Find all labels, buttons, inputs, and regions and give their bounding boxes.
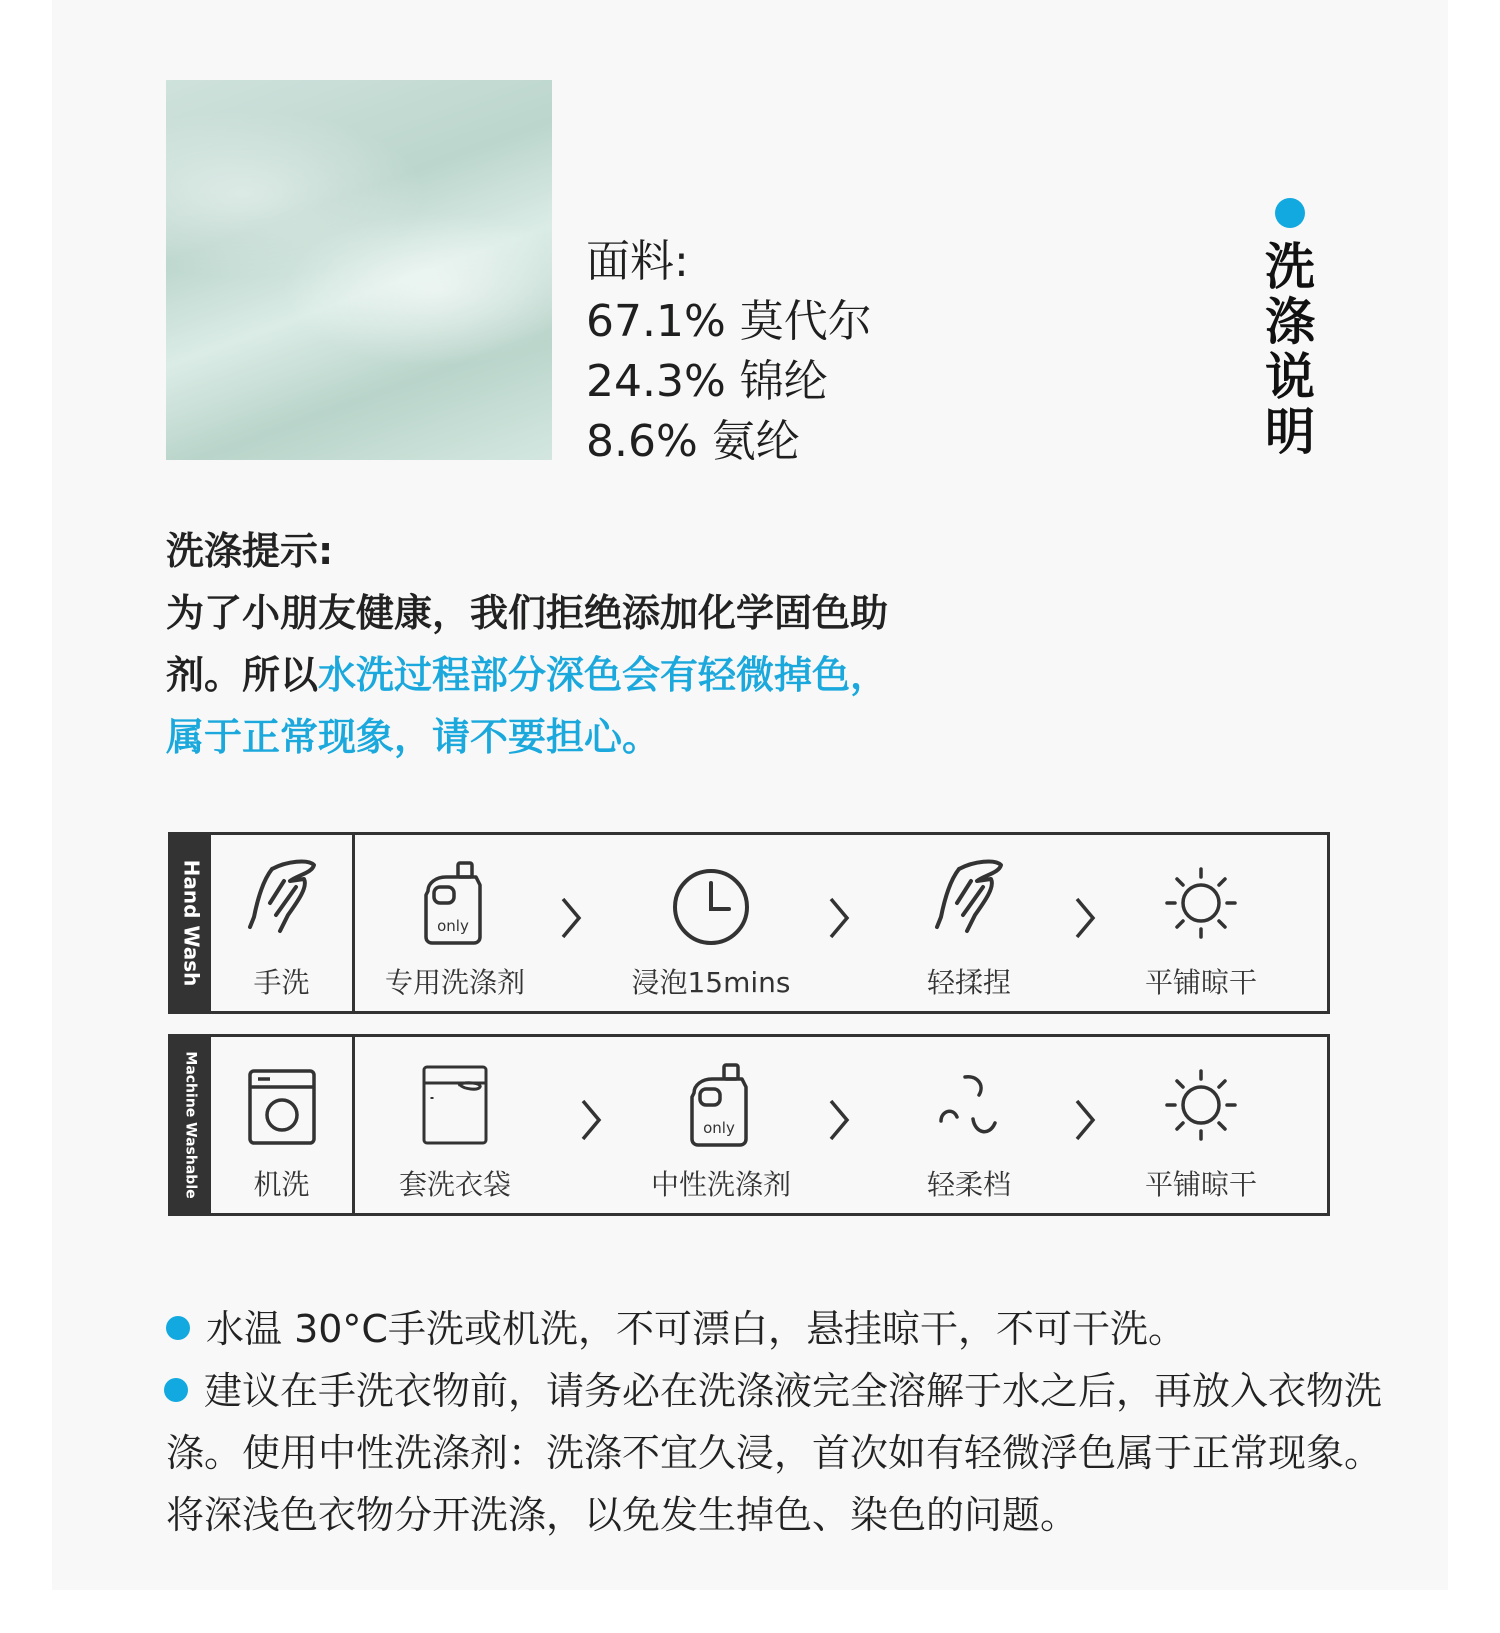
step-gentle-cycle [869, 1037, 1069, 1213]
care-notes [166, 1298, 1416, 1546]
title-char: 说 [1265, 348, 1315, 406]
chevron-right-icon [1069, 893, 1099, 943]
svg-text:only: only [437, 917, 469, 935]
step-detergent [355, 835, 555, 1011]
side-label-text: Hand Wash [179, 859, 203, 987]
chevron-right-icon [823, 1095, 853, 1145]
chevron-right-icon [555, 893, 585, 943]
bullet-dot [164, 1378, 188, 1402]
step-dry-flat [1101, 835, 1301, 1011]
chevron-right-icon [575, 1095, 605, 1145]
care-note [166, 1360, 1416, 1546]
bullet-dot [166, 1316, 190, 1340]
step-label: 浸泡15mins [631, 966, 791, 999]
laundry-bag-icon [420, 1063, 490, 1147]
machine-wash-main-label: 机洗 [253, 1168, 310, 1201]
step-dry-flat [1101, 1037, 1301, 1213]
material-info [586, 232, 872, 472]
chevron-right-icon [1069, 1095, 1099, 1145]
step-label: 轻揉捏 [926, 966, 1011, 999]
material-line: 24.3% 锦纶 [586, 356, 828, 407]
machine-wash-main [211, 1037, 352, 1213]
machine-wash-row [168, 1034, 1330, 1216]
step-soak [601, 835, 821, 1011]
hand-wash-main-cell [211, 835, 355, 1011]
title-char: 洗 [1265, 238, 1315, 296]
step-neutral-detergent [621, 1037, 821, 1213]
material-line: 67.1% 莫代尔 [586, 296, 872, 347]
tips-highlight: 水洗过程部分深色会有轻微掉色， [318, 653, 889, 697]
gentle-cycle-icon [931, 1071, 1007, 1147]
svg-text:only: only [703, 1119, 735, 1137]
hand-icon [929, 857, 1009, 947]
tips-line: 为了小朋友健康，我们拒绝添加化学固色助 [166, 591, 889, 635]
sun-icon [1163, 865, 1239, 941]
hand-wash-main-label: 手洗 [253, 966, 310, 999]
accent-dot [1275, 198, 1305, 228]
step-label: 专用洗涤剂 [384, 966, 525, 999]
hand-wash-side-label [171, 835, 211, 1011]
tips-text: 剂。所以 [166, 653, 319, 697]
title-char: 涤 [1265, 293, 1315, 351]
side-label-text: Machine Washable [183, 1051, 200, 1199]
sun-icon [1163, 1067, 1239, 1143]
care-note-text: 建议在手洗衣物前，请务必在洗涤液完全溶解于水之后，再放入衣物洗涤。使用中性洗涤剂：洗涤不宜久浸，首次如有轻微浮色属于正常现象。将深浅色衣物分开洗涤，以免发生掉色、染色的问题。 [166, 1369, 1383, 1537]
section-title-vertical [1262, 240, 1318, 460]
step-label: 中性洗涤剂 [650, 1168, 791, 1201]
machine-wash-side-label [171, 1037, 211, 1213]
title-char: 明 [1265, 403, 1315, 461]
tips-highlight: 属于正常现象，请不要担心。 [166, 715, 661, 759]
detergent-bottle-icon [420, 861, 490, 945]
washing-machine-icon [246, 1067, 318, 1147]
material-heading: 面料: [586, 236, 689, 287]
machine-wash-main-cell [211, 1037, 355, 1213]
step-label: 轻柔档 [926, 1168, 1011, 1201]
wash-tips [166, 520, 1026, 768]
care-note [166, 1298, 1416, 1360]
step-label: 平铺晾干 [1144, 1168, 1257, 1201]
step-label: 套洗衣袋 [398, 1168, 511, 1201]
tips-heading: 洗涤提示: [166, 529, 334, 573]
clock-icon [671, 867, 751, 947]
step-laundry-bag [355, 1037, 555, 1213]
step-label: 平铺晾干 [1144, 966, 1257, 999]
hand-wash-main [211, 835, 352, 1011]
chevron-right-icon [823, 893, 853, 943]
material-line: 8.6% 氨纶 [586, 416, 800, 467]
care-note-text: 水温 30°C手洗或机洗，不可漂白，悬挂晾干，不可干洗。 [206, 1307, 1186, 1351]
step-knead [869, 835, 1069, 1011]
fabric-swatch-image [166, 80, 552, 460]
detergent-bottle-icon [686, 1063, 756, 1147]
tips-line [166, 644, 1026, 706]
hand-wash-row [168, 832, 1330, 1014]
hand-icon [242, 857, 322, 947]
